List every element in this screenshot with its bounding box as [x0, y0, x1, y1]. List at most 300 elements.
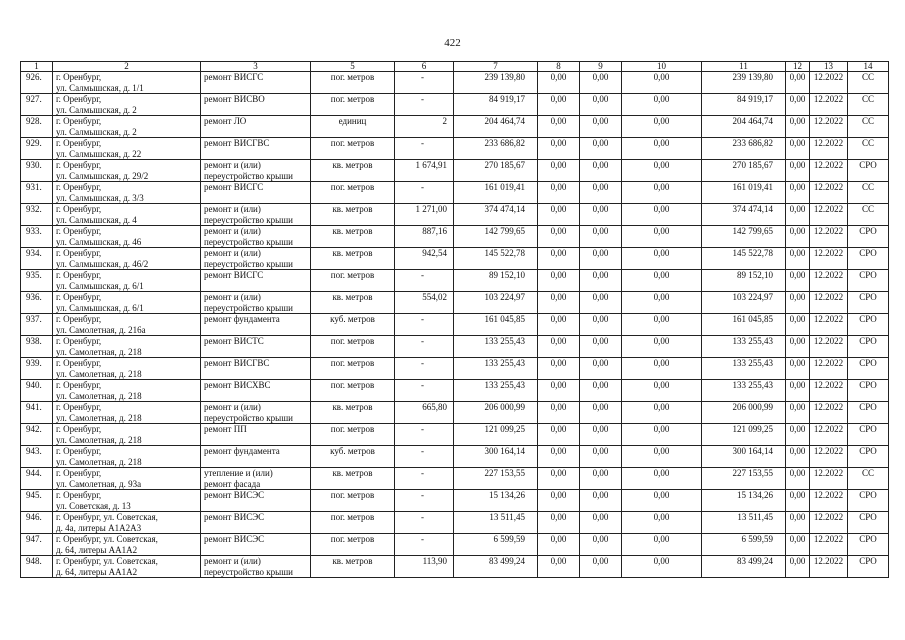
cost-cell: 161 045,85 — [454, 314, 538, 336]
work-type-cell — [201, 94, 311, 116]
table-row — [21, 358, 889, 380]
quantity-cell: - — [395, 314, 454, 336]
date-cell: 12.2022 — [810, 556, 848, 578]
work-type-cell-line2: переустройство крыши — [204, 236, 293, 247]
work-type-cell — [201, 160, 311, 182]
unit-cell: пог. метров — [311, 336, 395, 358]
col8-cell: 0,00 — [538, 292, 580, 314]
col12-cell: 0,00 — [786, 182, 810, 204]
cost-cell: 239 139,80 — [454, 72, 538, 94]
repair-schedule-table — [20, 61, 889, 578]
method-cell: СС — [848, 204, 889, 226]
address-cell — [53, 380, 201, 402]
col12-cell: 0,00 — [786, 160, 810, 182]
col9-cell: 0,00 — [580, 380, 622, 402]
col12-cell: 0,00 — [786, 314, 810, 336]
quantity-cell: - — [395, 94, 454, 116]
address-cell-line2: ул. Салмышская, д. 2 — [56, 104, 137, 115]
work-type-cell-line2: переустройство крыши — [204, 566, 293, 577]
col12-cell: 0,00 — [786, 204, 810, 226]
address-cell-line2: ул. Салмышская, д. 6/1 — [56, 280, 144, 291]
quantity-cell: - — [395, 138, 454, 160]
total-cell: 142 799,65 — [702, 226, 786, 248]
date-cell: 12.2022 — [810, 424, 848, 446]
work-type-cell-line1: ремонт и (или) — [204, 226, 261, 236]
work-type-cell-line1: ремонт ВИСВО — [204, 94, 265, 104]
work-type-cell — [201, 72, 311, 94]
date-cell: 12.2022 — [810, 512, 848, 534]
col9-cell: 0,00 — [580, 160, 622, 182]
address-cell-line2: ул. Самолетная, д. 218 — [56, 368, 142, 379]
address-cell — [53, 512, 201, 534]
quantity-cell: 887,16 — [395, 226, 454, 248]
work-type-cell — [201, 556, 311, 578]
address-cell-line1: г. Оренбург, ул. Советская, — [56, 534, 158, 544]
address-cell-line1: г. Оренбург, — [56, 94, 102, 104]
col10-cell: 0,00 — [622, 94, 702, 116]
address-cell — [53, 248, 201, 270]
address-cell-line1: г. Оренбург, — [56, 424, 102, 434]
col8-cell: 0,00 — [538, 182, 580, 204]
page-number: 422 — [444, 37, 461, 49]
work-type-cell — [201, 116, 311, 138]
unit-cell: кв. метров — [311, 204, 395, 226]
row-number: 948. — [21, 556, 53, 578]
address-cell-line1: г. Оренбург, — [56, 248, 102, 258]
work-type-cell — [201, 226, 311, 248]
row-number: 931. — [21, 182, 53, 204]
work-type-cell — [201, 182, 311, 204]
quantity-cell: - — [395, 380, 454, 402]
date-cell: 12.2022 — [810, 380, 848, 402]
col10-cell: 0,00 — [622, 204, 702, 226]
cost-cell: 133 255,43 — [454, 380, 538, 402]
cost-cell: 133 255,43 — [454, 358, 538, 380]
col9-cell: 0,00 — [580, 292, 622, 314]
address-cell — [53, 292, 201, 314]
col10-cell: 0,00 — [622, 160, 702, 182]
table-row — [21, 138, 889, 160]
method-cell: СРО — [848, 446, 889, 468]
cost-cell: 204 464,74 — [454, 116, 538, 138]
col9-cell: 0,00 — [580, 534, 622, 556]
total-cell: 83 499,24 — [702, 556, 786, 578]
table-row — [21, 314, 889, 336]
table-row — [21, 94, 889, 116]
quantity-cell: - — [395, 424, 454, 446]
col8-cell: 0,00 — [538, 490, 580, 512]
work-type-cell-line2: переустройство крыши — [204, 170, 293, 181]
total-cell: 133 255,43 — [702, 380, 786, 402]
date-cell: 12.2022 — [810, 336, 848, 358]
row-number: 937. — [21, 314, 53, 336]
total-cell: 374 474,14 — [702, 204, 786, 226]
col9-cell: 0,00 — [580, 72, 622, 94]
address-cell-line1: г. Оренбург, — [56, 336, 102, 346]
address-cell — [53, 182, 201, 204]
address-cell — [53, 204, 201, 226]
col12-cell: 0,00 — [786, 556, 810, 578]
cost-cell: 6 599,59 — [454, 534, 538, 556]
unit-cell: куб. метров — [311, 446, 395, 468]
total-cell: 145 522,78 — [702, 248, 786, 270]
work-type-cell-line1: ремонт фундамента — [204, 446, 280, 456]
address-cell-line2: ул. Салмышская, д. 46 — [56, 236, 142, 247]
col8-cell: 0,00 — [538, 556, 580, 578]
cost-cell: 374 474,14 — [454, 204, 538, 226]
work-type-cell-line2: переустройство крыши — [204, 214, 293, 225]
col12-cell: 0,00 — [786, 336, 810, 358]
row-number: 947. — [21, 534, 53, 556]
address-cell — [53, 446, 201, 468]
row-number: 927. — [21, 94, 53, 116]
unit-cell: пог. метров — [311, 270, 395, 292]
method-cell: СРО — [848, 270, 889, 292]
address-cell-line2: ул. Салмышская, д. 46/2 — [56, 258, 149, 269]
address-cell — [53, 72, 201, 94]
method-cell: СС — [848, 468, 889, 490]
address-cell-line2: ул. Самолетная, д. 218 — [56, 346, 142, 357]
table-row — [21, 468, 889, 490]
work-type-cell-line2: переустройство крыши — [204, 412, 293, 423]
total-cell: 206 000,99 — [702, 402, 786, 424]
address-cell-line2: ул. Салмышская, д. 6/1 — [56, 302, 144, 313]
address-cell — [53, 556, 201, 578]
quantity-cell: - — [395, 534, 454, 556]
col10-cell: 0,00 — [622, 556, 702, 578]
table-row — [21, 336, 889, 358]
address-cell-line2: ул. Салмышская, д. 4 — [56, 214, 137, 225]
table-row — [21, 292, 889, 314]
quantity-cell: 942,54 — [395, 248, 454, 270]
col12-cell: 0,00 — [786, 534, 810, 556]
unit-cell: кв. метров — [311, 160, 395, 182]
col8-cell: 0,00 — [538, 402, 580, 424]
total-cell: 84 919,17 — [702, 94, 786, 116]
total-cell: 204 464,74 — [702, 116, 786, 138]
address-cell-line2: ул. Салмышская, д. 2 — [56, 126, 137, 137]
col12-cell: 0,00 — [786, 270, 810, 292]
row-number: 936. — [21, 292, 53, 314]
col10-cell: 0,00 — [622, 534, 702, 556]
col8-cell: 0,00 — [538, 358, 580, 380]
work-type-cell-line1: ремонт ВИСХВС — [204, 380, 271, 390]
col9-cell: 0,00 — [580, 94, 622, 116]
unit-cell: единиц — [311, 116, 395, 138]
row-number: 926. — [21, 72, 53, 94]
date-cell: 12.2022 — [810, 204, 848, 226]
work-type-cell-line2: ремонт фасада — [204, 478, 261, 489]
address-cell — [53, 314, 201, 336]
table-row — [21, 116, 889, 138]
column-header: 13 — [810, 62, 848, 72]
row-number: 946. — [21, 512, 53, 534]
method-cell: СРО — [848, 358, 889, 380]
column-header: 3 — [201, 62, 311, 72]
col12-cell: 0,00 — [786, 94, 810, 116]
address-cell-line2: д. 64, литеры АА1А2 — [56, 544, 138, 555]
cost-cell: 89 152,10 — [454, 270, 538, 292]
column-header: 9 — [580, 62, 622, 72]
total-cell: 161 019,41 — [702, 182, 786, 204]
col9-cell: 0,00 — [580, 226, 622, 248]
unit-cell: кв. метров — [311, 248, 395, 270]
unit-cell: куб. метров — [311, 314, 395, 336]
date-cell: 12.2022 — [810, 270, 848, 292]
total-cell: 239 139,80 — [702, 72, 786, 94]
address-cell-line2: ул. Советская, д. 13 — [56, 500, 131, 511]
col10-cell: 0,00 — [622, 402, 702, 424]
total-cell: 270 185,67 — [702, 160, 786, 182]
column-header: 8 — [538, 62, 580, 72]
col12-cell: 0,00 — [786, 72, 810, 94]
cost-cell: 206 000,99 — [454, 402, 538, 424]
work-type-cell-line1: утепление и (или) — [204, 468, 273, 478]
column-number-row — [21, 62, 889, 72]
col8-cell: 0,00 — [538, 446, 580, 468]
column-header: 12 — [786, 62, 810, 72]
address-cell — [53, 534, 201, 556]
col8-cell: 0,00 — [538, 94, 580, 116]
cost-cell: 300 164,14 — [454, 446, 538, 468]
col12-cell: 0,00 — [786, 248, 810, 270]
address-cell-line1: г. Оренбург, — [56, 138, 102, 148]
table-row — [21, 402, 889, 424]
col9-cell: 0,00 — [580, 314, 622, 336]
total-cell: 300 164,14 — [702, 446, 786, 468]
work-type-cell-line1: ремонт ВИСЭС — [204, 534, 265, 544]
work-type-cell — [201, 270, 311, 292]
col9-cell: 0,00 — [580, 512, 622, 534]
col10-cell: 0,00 — [622, 182, 702, 204]
address-cell-line2: ул. Самолетная, д. 93а — [56, 478, 142, 489]
cost-cell: 15 134,26 — [454, 490, 538, 512]
row-number: 943. — [21, 446, 53, 468]
work-type-cell-line1: ремонт ПП — [204, 424, 247, 434]
quantity-cell: - — [395, 182, 454, 204]
address-cell — [53, 336, 201, 358]
row-number: 928. — [21, 116, 53, 138]
address-cell-line1: г. Оренбург, — [56, 446, 102, 456]
table-row — [21, 424, 889, 446]
work-type-cell-line1: ремонт ВИСГС — [204, 270, 264, 280]
cost-cell: 142 799,65 — [454, 226, 538, 248]
method-cell: СРО — [848, 248, 889, 270]
work-type-cell-line2: переустройство крыши — [204, 258, 293, 269]
unit-cell: кв. метров — [311, 292, 395, 314]
row-number: 945. — [21, 490, 53, 512]
work-type-cell — [201, 138, 311, 160]
address-cell — [53, 160, 201, 182]
date-cell: 12.2022 — [810, 116, 848, 138]
address-cell — [53, 226, 201, 248]
table-body — [21, 72, 889, 578]
col12-cell: 0,00 — [786, 446, 810, 468]
date-cell: 12.2022 — [810, 182, 848, 204]
col12-cell: 0,00 — [786, 424, 810, 446]
date-cell: 12.2022 — [810, 226, 848, 248]
cost-cell: 270 185,67 — [454, 160, 538, 182]
address-cell — [53, 138, 201, 160]
method-cell: СРО — [848, 490, 889, 512]
total-cell: 233 686,82 — [702, 138, 786, 160]
col8-cell: 0,00 — [538, 512, 580, 534]
col10-cell: 0,00 — [622, 336, 702, 358]
address-cell-line2: ул. Самолетная, д. 218 — [56, 434, 142, 445]
date-cell: 12.2022 — [810, 358, 848, 380]
table-row — [21, 490, 889, 512]
total-cell: 15 134,26 — [702, 490, 786, 512]
cost-cell: 103 224,97 — [454, 292, 538, 314]
col9-cell: 0,00 — [580, 138, 622, 160]
work-type-cell — [201, 248, 311, 270]
col10-cell: 0,00 — [622, 226, 702, 248]
col12-cell: 0,00 — [786, 226, 810, 248]
work-type-cell — [201, 446, 311, 468]
col9-cell: 0,00 — [580, 248, 622, 270]
col12-cell: 0,00 — [786, 490, 810, 512]
work-type-cell-line2: переустройство крыши — [204, 302, 293, 313]
total-cell: 161 045,85 — [702, 314, 786, 336]
column-header: 5 — [311, 62, 395, 72]
col12-cell: 0,00 — [786, 116, 810, 138]
col9-cell: 0,00 — [580, 116, 622, 138]
total-cell: 89 152,10 — [702, 270, 786, 292]
date-cell: 12.2022 — [810, 160, 848, 182]
table-row — [21, 380, 889, 402]
total-cell: 133 255,43 — [702, 336, 786, 358]
total-cell: 6 599,59 — [702, 534, 786, 556]
date-cell: 12.2022 — [810, 248, 848, 270]
cost-cell: 161 019,41 — [454, 182, 538, 204]
work-type-cell-line1: ремонт ВИСГВС — [204, 358, 270, 368]
work-type-cell-line1: ремонт ВИСЭС — [204, 490, 265, 500]
work-type-cell-line1: ремонт и (или) — [204, 556, 261, 566]
work-type-cell — [201, 512, 311, 534]
address-cell-line2: ул. Салмышская, д. 3/3 — [56, 192, 144, 203]
cost-cell: 83 499,24 — [454, 556, 538, 578]
col8-cell: 0,00 — [538, 116, 580, 138]
date-cell: 12.2022 — [810, 468, 848, 490]
col8-cell: 0,00 — [538, 468, 580, 490]
total-cell: 227 153,55 — [702, 468, 786, 490]
unit-cell: пог. метров — [311, 424, 395, 446]
col9-cell: 0,00 — [580, 556, 622, 578]
work-type-cell-line1: ремонт ВИСГС — [204, 72, 264, 82]
address-cell — [53, 116, 201, 138]
method-cell: СРО — [848, 314, 889, 336]
address-cell-line1: г. Оренбург, — [56, 292, 102, 302]
table-row — [21, 160, 889, 182]
col9-cell: 0,00 — [580, 446, 622, 468]
address-cell — [53, 270, 201, 292]
date-cell: 12.2022 — [810, 292, 848, 314]
table-row — [21, 446, 889, 468]
unit-cell: пог. метров — [311, 182, 395, 204]
date-cell: 12.2022 — [810, 72, 848, 94]
total-cell: 121 099,25 — [702, 424, 786, 446]
column-header: 2 — [53, 62, 201, 72]
method-cell: СРО — [848, 402, 889, 424]
date-cell: 12.2022 — [810, 94, 848, 116]
col8-cell: 0,00 — [538, 138, 580, 160]
col12-cell: 0,00 — [786, 358, 810, 380]
work-type-cell-line1: ремонт ВИСТС — [204, 336, 264, 346]
row-number: 942. — [21, 424, 53, 446]
address-cell — [53, 424, 201, 446]
cost-cell: 145 522,78 — [454, 248, 538, 270]
address-cell-line2: ул. Салмышская, д. 29/2 — [56, 170, 149, 181]
column-header: 6 — [395, 62, 454, 72]
col10-cell: 0,00 — [622, 248, 702, 270]
table-row — [21, 182, 889, 204]
col9-cell: 0,00 — [580, 358, 622, 380]
method-cell: СРО — [848, 534, 889, 556]
quantity-cell: 1 674,91 — [395, 160, 454, 182]
work-type-cell-line1: ремонт и (или) — [204, 204, 261, 214]
method-cell: СС — [848, 116, 889, 138]
col10-cell: 0,00 — [622, 490, 702, 512]
quantity-cell: 113,90 — [395, 556, 454, 578]
row-number: 935. — [21, 270, 53, 292]
work-type-cell-line1: ремонт ВИСГВС — [204, 138, 270, 148]
col8-cell: 0,00 — [538, 226, 580, 248]
col8-cell: 0,00 — [538, 248, 580, 270]
col10-cell: 0,00 — [622, 270, 702, 292]
cost-cell: 84 919,17 — [454, 94, 538, 116]
address-cell-line2: ул. Самолетная, д. 216а — [56, 324, 146, 335]
table-row — [21, 204, 889, 226]
work-type-cell — [201, 490, 311, 512]
table-row — [21, 248, 889, 270]
date-cell: 12.2022 — [810, 402, 848, 424]
address-cell — [53, 490, 201, 512]
address-cell — [53, 468, 201, 490]
address-cell-line1: г. Оренбург, ул. Советская, — [56, 556, 158, 566]
work-type-cell — [201, 468, 311, 490]
total-cell: 103 224,97 — [702, 292, 786, 314]
column-header: 14 — [848, 62, 889, 72]
column-header: 1 — [21, 62, 53, 72]
col10-cell: 0,00 — [622, 292, 702, 314]
col9-cell: 0,00 — [580, 490, 622, 512]
address-cell-line2: д. 4а, литеры А1А2А3 — [56, 522, 142, 533]
method-cell: СРО — [848, 380, 889, 402]
col9-cell: 0,00 — [580, 424, 622, 446]
quantity-cell: 2 — [395, 116, 454, 138]
table-row — [21, 226, 889, 248]
col10-cell: 0,00 — [622, 358, 702, 380]
address-cell-line2: ул. Салмышская, д. 1/1 — [56, 82, 144, 93]
unit-cell: кв. метров — [311, 556, 395, 578]
address-cell-line1: г. Оренбург, — [56, 380, 102, 390]
address-cell-line2: д. 64, литеры АА1А2 — [56, 566, 138, 577]
row-number: 934. — [21, 248, 53, 270]
col8-cell: 0,00 — [538, 336, 580, 358]
cost-cell: 121 099,25 — [454, 424, 538, 446]
address-cell — [53, 94, 201, 116]
row-number: 944. — [21, 468, 53, 490]
col10-cell: 0,00 — [622, 138, 702, 160]
row-number: 939. — [21, 358, 53, 380]
work-type-cell — [201, 402, 311, 424]
col12-cell: 0,00 — [786, 138, 810, 160]
col12-cell: 0,00 — [786, 402, 810, 424]
col8-cell: 0,00 — [538, 204, 580, 226]
address-cell-line2: ул. Самолетная, д. 218 — [56, 412, 142, 423]
address-cell-line1: г. Оренбург, — [56, 116, 102, 126]
col10-cell: 0,00 — [622, 72, 702, 94]
